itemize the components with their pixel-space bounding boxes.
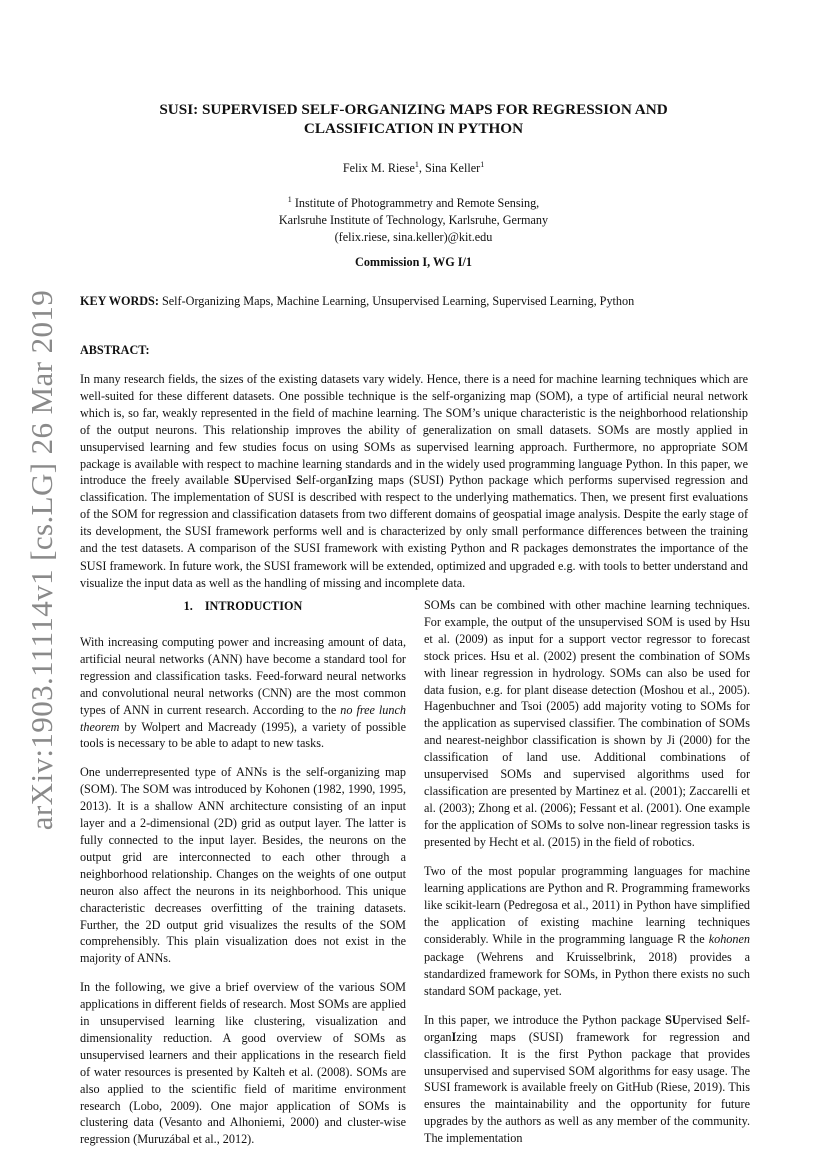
abstract-heading: ABSTRACT:: [80, 343, 150, 357]
arxiv-stamp: [22, 230, 62, 890]
arxiv-stamp-text: arXiv:1903.11114v1 [cs.LG] 26 Mar 2019: [24, 289, 59, 831]
affiliation-line-2: Karlsruhe Institute of Technology, Karlsruhe, Germany: [278, 213, 549, 228]
authors: Felix M. Riese$^1$, Sina Keller$^1$: [342, 160, 485, 176]
paragraph: With increasing computing power and increasing amount of data, artificial neural networks (ANN) have become a standard tool for regression and classification tasks. Feed-forward neural networks and convolutional neural networks (CNN) are the most common types of ANN in current research. According to the no free lunch theorem by Wolpert and Macready (1995), a variety of possible tools is necessary to be able to adapt to new tasks.: [80, 635, 406, 751]
affiliation-email: (felix.riese, sina.keller)@kit.edu: [334, 230, 493, 245]
keywords-text: Self-Organizing Maps, Machine Learning, Unsupervised Learning, Supervised Learning, Python: [161, 294, 635, 308]
keywords: [80, 294, 748, 309]
paragraph: Two of the most popular programming languages for machine learning applications are Python and R. Programming frameworks like scikit-learn (Pedregosa et al., 2011) in Python have simplified the application of existing machine learning techniques considerably. While in the programming language R the kohonen package (Wehrens and Kruisselbrink, 2018) provides a standardized framework for SOMs, in Python there exists no such standard SOM package, yet.: [424, 863, 750, 998]
section-title: INTRODUCTION: [204, 599, 303, 613]
paragraph: One underrepresented type of ANNs is the self-organizing map (SOM). The SOM was introduced by Kohonen (1982, 1990, 1995, 2013). It is a shallow ANN architecture consisting of an input layer and a 2-dimensional (2D) grid as output layer. The latter is fully connected to the input layer. Besides, the neurons on the output grid are interconnected to each other through a neighborhood relationship. Changes on the weights of one output neuron also affect the neurons in its neighborhood. This unique characteristic decreases overfitting of the training datasets. Further, the 2D output grid visualizes the results of the SOM comprehensibly. This plain visualization does not exist in the majority of ANNs.: [80, 765, 406, 966]
paragraph: SOMs can be combined with other machine learning techniques. For example, the output of the unsupervised SOM is used by Hsu et al. (2009) as input for a support vector regressor to forecast stock prices. Hsu et al. (2002) present the combination of SOMs with linear regression in hydrology. SOMs can also be used for data fusion, e.g. for plant disease detection (Moshou et al., 2005). Hagenbuchner and Tsoi (2005) add majority voting to SOMs for the application as supervised classifier. The combination of SOMs and nearest-neighbor classification is shown by Ji (2000) for the classification of land use. Additional combinations of unsupervised SOMs and supervised algorithms used for classification are presented by Martinez et al. (2001); Zaccarelli et al. (2003); Zhong et al. (2006); Fessant et al. (2001). One example for the application of SOMs to solve non-linear regression tasks is presented by Hecht et al. (2015) in the field of robotics.: [424, 598, 750, 849]
author-2: Sina Keller: [425, 161, 481, 176]
title-line-1: SUSI: SUPERVISED SELF-ORGANIZING MAPS FOR REGRESSION AND: [159, 101, 668, 118]
commission: Commission I, WG I/1: [355, 255, 472, 269]
abstract-text: In many research fields, the sizes of the existing datasets vary widely. Hence, there is a need for machine learning techniques which are well-suited for these different datasets. One possible technique is the self-organizing map (SOM), a type of artificial neural network which is, so far, weakly represented in the field of machine learning. The SOM’s unique characteristic is the neighborhood relationship of the output neurons. This relationship improves the ability of generalization on small datasets. SOMs are mostly applied in unsupervised learning and few studies focus on using SOMs as supervised learning approach. Furthermore, no appropriate SOM package is available with respect to machine learning standards and in the widely used programming language Python. In this paper, we introduce the freely available SUpervised Self-organIzing maps (SUSI) Python package which performs supervised regression and classification. The implementation of SUSI is described with respect to the underlying mathematics. Then, we present first evaluations of the SOM for regression and classification datasets from two different domains of geospatial image analysis. Despite the early stage of its development, the SUSI framework performs well and is characterized by only small performance differences between the training and the test datasets. A comparison of the SUSI framework with existing Python and R packages demonstrates the importance of the SUSI framework. In future work, the SUSI framework will be extended, optimized and upgraded e.g. with tools to better understand and visualize the input data as well as the handling of missing and incomplete data.: [80, 372, 749, 590]
section-number: 1.: [183, 599, 193, 613]
left-column: [80, 598, 406, 1160]
affiliation-line-1: Institute of Photogrammetry and Remote Sensing,: [294, 196, 540, 211]
paragraph: In this paper, we introduce the Python package SUpervised Self-organIzing maps (SUSI) framework for regression and classification. It is the first Python package that provides unsupervised and supervised SOM algorithms for easy usage. The SUSI framework is available freely on GitHub (Riese, 2019). This ensures the maintainability and the opportunity for future upgrades by the authors as well as any member of the community. The implementation: [424, 1012, 750, 1146]
title-line-2: CLASSIFICATION IN PYTHON: [303, 120, 524, 137]
right-column: [424, 597, 750, 1159]
section-heading-introduction: [80, 598, 406, 616]
paper-title: [100, 100, 727, 138]
author-2-mark: 1: [480, 160, 485, 169]
affiliation: [100, 191, 727, 246]
author-1: Felix M. Riese: [342, 161, 415, 176]
author-1-mark: 1: [414, 160, 419, 169]
paragraph: In the following, we give a brief overview of the various SOM applications in different fields of research. Most SOMs are applied in unsupervised learning like clustering, visualization and dimensionality reduction. A good overview of SOMs as unsupervised learners and their applications in the research field of water resources is presented by Kalteh et al. (2008). SOMs are also applied to the scientific field of maritime environment research (Lobo, 2009). One major application of SOMs is clustering data (Vesanto and Alhoniemi, 2000) and cluster-wise regression (Muruzábal et al., 2012).: [80, 980, 406, 1147]
affiliation-mark: 1: [287, 195, 292, 204]
keywords-label: KEY WORDS:: [80, 294, 159, 308]
